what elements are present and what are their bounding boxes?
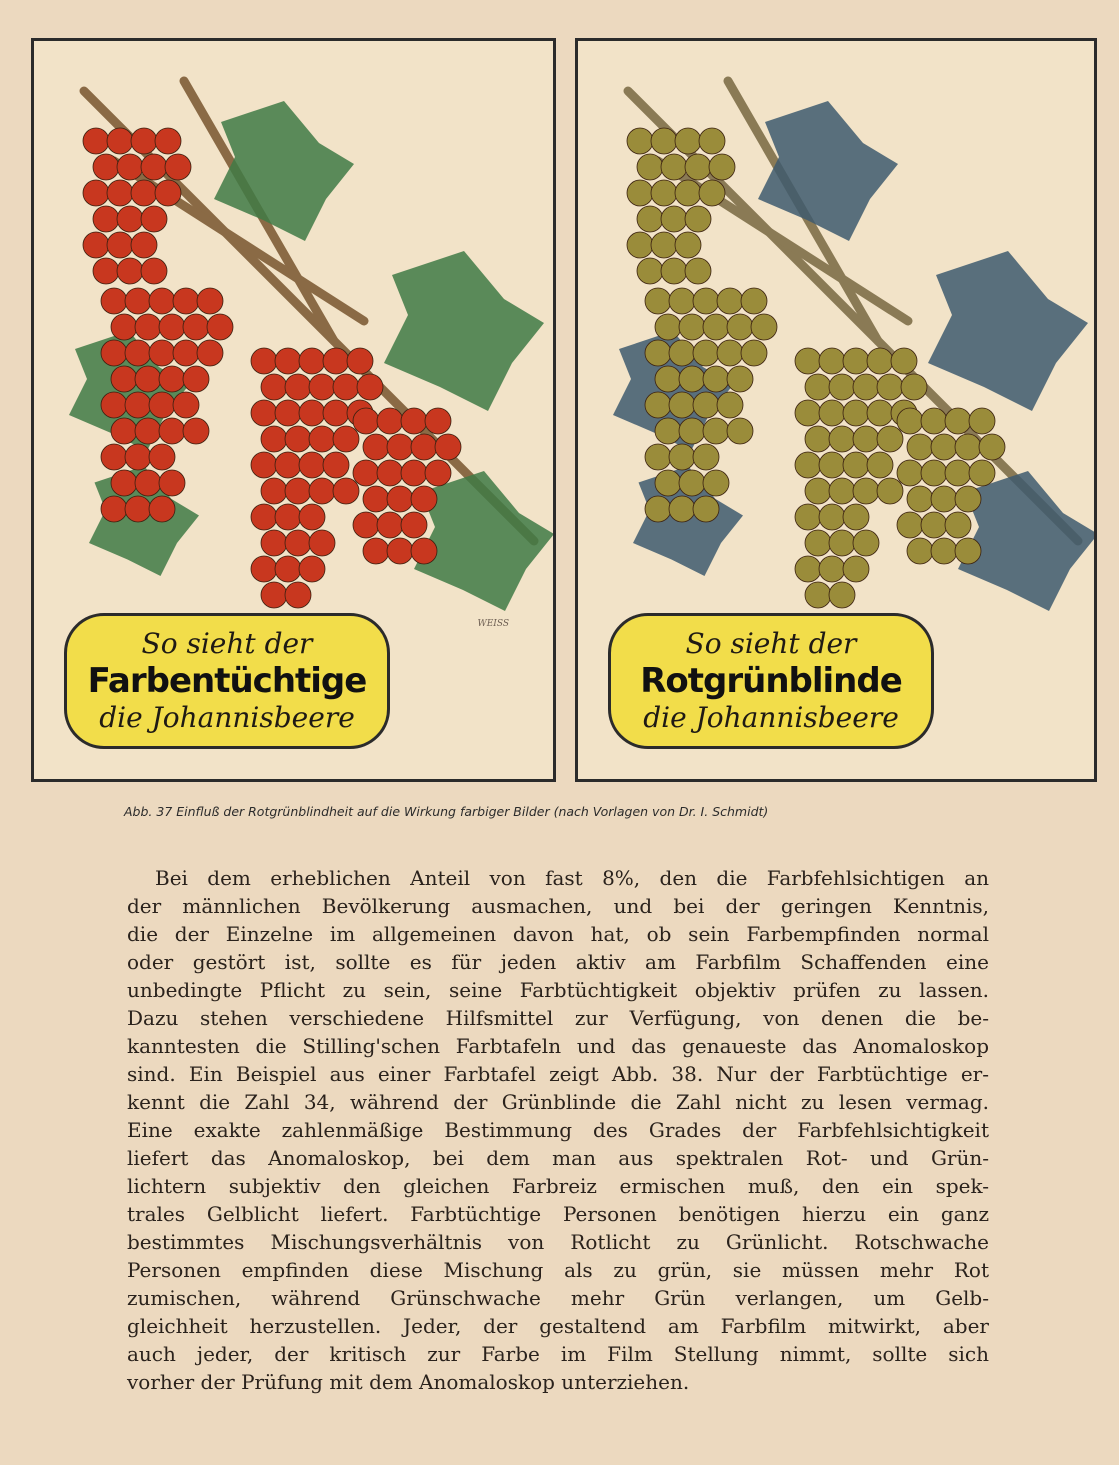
- berry: [135, 314, 161, 340]
- berry: [323, 452, 349, 478]
- berry: [795, 400, 821, 426]
- berry: [101, 444, 127, 470]
- berry: [829, 582, 855, 608]
- berry: [285, 426, 311, 452]
- berry: [651, 180, 677, 206]
- berry: [299, 504, 325, 530]
- berry: [401, 460, 427, 486]
- berry: [377, 512, 403, 538]
- berry: [299, 556, 325, 582]
- text-line: sind. Ein Beispiel aus einer Farbtafel zeigt Abb. 38. Nur der Farbtüchtige er-: [127, 1062, 989, 1086]
- berry: [117, 154, 143, 180]
- berry: [285, 530, 311, 556]
- berry: [877, 478, 903, 504]
- text-line: Eine exakte zahlenmäßige Bestimmung des Grades der Farbfehlsichtigkeit: [127, 1118, 989, 1142]
- berry: [261, 426, 287, 452]
- berry: [741, 288, 767, 314]
- berry: [159, 470, 185, 496]
- berry: [945, 408, 971, 434]
- text-line: zumischen, während Grünschwache mehr Grün verlangen, um Gelb-: [127, 1286, 989, 1310]
- berry: [141, 206, 167, 232]
- berry: [93, 154, 119, 180]
- berry: [165, 154, 191, 180]
- text-line: kennt die Zahl 34, während der Grünblinde die Zahl nicht zu lesen vermag.: [127, 1090, 989, 1114]
- berry: [829, 530, 855, 556]
- leaf: [384, 251, 544, 411]
- berry: [805, 374, 831, 400]
- berry: [819, 504, 845, 530]
- berry: [945, 460, 971, 486]
- plate-line-1: So sieht der: [685, 627, 857, 660]
- berry: [877, 374, 903, 400]
- berry: [173, 288, 199, 314]
- berry: [377, 408, 403, 434]
- berry: [853, 426, 879, 452]
- berry: [125, 288, 151, 314]
- berry: [425, 408, 451, 434]
- berry: [251, 452, 277, 478]
- berry: [655, 470, 681, 496]
- berry: [795, 452, 821, 478]
- berry: [751, 314, 777, 340]
- berry: [323, 348, 349, 374]
- berry: [627, 180, 653, 206]
- berry: [141, 258, 167, 284]
- berry: [661, 258, 687, 284]
- berry: [969, 408, 995, 434]
- plate-line-2: Rotgrünblinde: [640, 661, 902, 701]
- berry: [843, 556, 869, 582]
- berry: [83, 128, 109, 154]
- berry: [703, 418, 729, 444]
- berry: [703, 366, 729, 392]
- berry: [921, 460, 947, 486]
- berry: [111, 470, 137, 496]
- berry: [727, 314, 753, 340]
- berry: [159, 366, 185, 392]
- berry: [741, 340, 767, 366]
- berry: [675, 128, 701, 154]
- leaf: [214, 101, 354, 241]
- berry: [131, 232, 157, 258]
- berry: [357, 374, 383, 400]
- plate-line-2: Farbentüchtige: [87, 661, 367, 701]
- berry: [111, 366, 137, 392]
- berry: [183, 418, 209, 444]
- berry: [877, 426, 903, 452]
- berry: [101, 340, 127, 366]
- berry: [285, 582, 311, 608]
- berry: [107, 180, 133, 206]
- berry: [299, 400, 325, 426]
- berry: [387, 486, 413, 512]
- berry: [645, 392, 671, 418]
- berry: [197, 340, 223, 366]
- berry: [93, 258, 119, 284]
- berry: [637, 154, 663, 180]
- berry: [907, 434, 933, 460]
- berry: [261, 530, 287, 556]
- berry: [819, 452, 845, 478]
- berry: [149, 392, 175, 418]
- berry: [655, 366, 681, 392]
- berry: [261, 478, 287, 504]
- berry: [411, 538, 437, 564]
- berry: [377, 460, 403, 486]
- berry: [843, 452, 869, 478]
- text-line: trales Gelblicht liefert. Farbtüchtige Personen benötigen hierzu ein ganz: [127, 1202, 989, 1226]
- berry: [125, 392, 151, 418]
- text-line: Dazu stehen verschiedene Hilfsmittel zur Verfügung, von denen die be-: [127, 1006, 989, 1030]
- berry: [685, 206, 711, 232]
- berry: [699, 128, 725, 154]
- berry: [717, 340, 743, 366]
- berry: [107, 128, 133, 154]
- berry: [655, 314, 681, 340]
- berry: [101, 496, 127, 522]
- berry: [853, 374, 879, 400]
- berry: [829, 426, 855, 452]
- berry: [135, 470, 161, 496]
- figure-panel-red-green-blind: [575, 38, 1097, 782]
- berry: [353, 408, 379, 434]
- berry: [679, 418, 705, 444]
- berry: [411, 434, 437, 460]
- berry: [261, 582, 287, 608]
- berry: [299, 452, 325, 478]
- berry: [897, 408, 923, 434]
- berry: [275, 400, 301, 426]
- berry: [897, 460, 923, 486]
- figure-panel-normal-vision: [31, 38, 556, 782]
- berry: [251, 400, 277, 426]
- berry: [183, 314, 209, 340]
- berry: [829, 478, 855, 504]
- berry: [101, 288, 127, 314]
- berry: [805, 530, 831, 556]
- berry: [637, 258, 663, 284]
- berry: [141, 154, 167, 180]
- berry: [275, 556, 301, 582]
- berry: [867, 452, 893, 478]
- berry: [891, 348, 917, 374]
- berry: [107, 232, 133, 258]
- berry: [251, 348, 277, 374]
- berry: [655, 418, 681, 444]
- label-plate-normal: [64, 613, 390, 749]
- berry: [387, 434, 413, 460]
- berry: [183, 366, 209, 392]
- leaf: [758, 101, 898, 241]
- berry: [661, 206, 687, 232]
- berry: [309, 478, 335, 504]
- berry: [717, 392, 743, 418]
- berry: [125, 444, 151, 470]
- berry: [363, 434, 389, 460]
- berry: [309, 426, 335, 452]
- berry: [645, 496, 671, 522]
- berry: [251, 556, 277, 582]
- berry: [117, 206, 143, 232]
- berry: [149, 444, 175, 470]
- berry: [645, 340, 671, 366]
- berry: [149, 496, 175, 522]
- text-line: kanntesten die Stilling'schen Farbtafeln und das genaueste das Anomaloskop: [127, 1034, 989, 1058]
- berry: [703, 470, 729, 496]
- berry: [921, 408, 947, 434]
- berry: [251, 504, 277, 530]
- berry: [627, 232, 653, 258]
- berry: [285, 374, 311, 400]
- figure-caption: Abb. 37 Einfluß der Rotgrünblindheit auf die Wirkung farbiger Bilder (nach Vorlagen von Dr. I. Schmidt): [124, 804, 769, 819]
- berry: [931, 486, 957, 512]
- berry: [669, 392, 695, 418]
- berry: [159, 314, 185, 340]
- berry: [651, 232, 677, 258]
- berry: [897, 512, 923, 538]
- berry: [125, 340, 151, 366]
- berry: [131, 128, 157, 154]
- berry: [717, 288, 743, 314]
- berry: [363, 538, 389, 564]
- berry: [149, 340, 175, 366]
- berry: [155, 128, 181, 154]
- berry: [843, 348, 869, 374]
- berry: [955, 486, 981, 512]
- berry: [125, 496, 151, 522]
- berry: [727, 418, 753, 444]
- berry: [679, 366, 705, 392]
- berry: [931, 434, 957, 460]
- berry: [353, 460, 379, 486]
- berry: [843, 504, 869, 530]
- berry: [867, 400, 893, 426]
- berry: [843, 400, 869, 426]
- text-line: Bei dem erheblichen Anteil von fast 8%, den die Farbfehlsichtigen an: [155, 866, 989, 890]
- berry: [261, 374, 287, 400]
- berry: [333, 374, 359, 400]
- berry: [111, 314, 137, 340]
- berry: [207, 314, 233, 340]
- label-plate-colorblind: [608, 613, 934, 749]
- text-line: unbedingte Pflicht zu sein, seine Farbtüchtigkeit objektiv prüfen zu lassen.: [127, 978, 989, 1002]
- berry: [149, 288, 175, 314]
- berry: [921, 512, 947, 538]
- berry: [83, 232, 109, 258]
- berry: [669, 288, 695, 314]
- text-line: bestimmtes Mischungsverhältnis von Rotlicht zu Grünlicht. Rotschwache: [127, 1230, 989, 1254]
- leaf: [928, 251, 1088, 411]
- berry: [829, 374, 855, 400]
- berry: [645, 288, 671, 314]
- berry: [795, 504, 821, 530]
- plate-line-3: die Johannisbeere: [99, 701, 355, 734]
- berry: [299, 348, 325, 374]
- berry: [679, 314, 705, 340]
- berry: [669, 444, 695, 470]
- berry: [435, 434, 461, 460]
- berry: [853, 530, 879, 556]
- berry: [693, 496, 719, 522]
- berry: [699, 180, 725, 206]
- berry: [401, 408, 427, 434]
- berry: [135, 366, 161, 392]
- berry: [333, 426, 359, 452]
- berry: [285, 478, 311, 504]
- text-line: die der Einzelne im allgemeinen davon hat, ob sein Farbempfinden normal: [127, 922, 989, 946]
- berry: [703, 314, 729, 340]
- berry: [675, 180, 701, 206]
- berry: [363, 486, 389, 512]
- berry: [401, 512, 427, 538]
- berry: [93, 206, 119, 232]
- berry: [853, 478, 879, 504]
- berry: [411, 486, 437, 512]
- berry: [309, 530, 335, 556]
- berry: [795, 556, 821, 582]
- berry: [353, 512, 379, 538]
- berry: [101, 392, 127, 418]
- text-line: gleichheit herzustellen. Jeder, der gestaltend am Farbfilm mitwirkt, aber: [127, 1314, 989, 1338]
- berry: [333, 478, 359, 504]
- berry: [693, 392, 719, 418]
- berry: [901, 374, 927, 400]
- berry: [83, 180, 109, 206]
- berry: [275, 452, 301, 478]
- text-line: auch jeder, der kritisch zur Farbe im Film Stellung nimmt, sollte sich: [127, 1342, 989, 1366]
- berry: [685, 154, 711, 180]
- berry: [275, 504, 301, 530]
- artist-signature: WEISS: [477, 619, 509, 629]
- text-line: der männlichen Bevölkerung ausmachen, und bei der geringen Kenntnis,: [127, 894, 989, 918]
- berry: [955, 434, 981, 460]
- berry: [805, 478, 831, 504]
- berry: [135, 418, 161, 444]
- berry: [323, 400, 349, 426]
- berry: [661, 154, 687, 180]
- berry: [945, 512, 971, 538]
- berry: [669, 496, 695, 522]
- berry: [173, 340, 199, 366]
- berry: [131, 180, 157, 206]
- text-line: vorher der Prüfung mit dem Anomaloskop unterziehen.: [127, 1370, 690, 1394]
- berry: [117, 258, 143, 284]
- berry: [645, 444, 671, 470]
- berry: [805, 426, 831, 452]
- berry: [805, 582, 831, 608]
- berry: [155, 180, 181, 206]
- berry: [867, 348, 893, 374]
- berry: [693, 444, 719, 470]
- berry: [819, 556, 845, 582]
- berry: [627, 128, 653, 154]
- berry: [347, 348, 373, 374]
- berry: [709, 154, 735, 180]
- berry: [159, 418, 185, 444]
- berry: [969, 460, 995, 486]
- berry: [111, 418, 137, 444]
- text-line: lichtern subjektiv den gleichen Farbreiz ermischen muß, den ein spek-: [127, 1174, 989, 1198]
- berry: [727, 366, 753, 392]
- berry: [819, 400, 845, 426]
- berry: [669, 340, 695, 366]
- text-line: Personen empfinden diese Mischung als zu grün, sie müssen mehr Rot: [127, 1258, 989, 1282]
- text-line: liefert das Anomaloskop, bei dem man aus spektralen Rot- und Grün-: [127, 1146, 989, 1170]
- berry: [679, 470, 705, 496]
- berry: [675, 232, 701, 258]
- berry: [651, 128, 677, 154]
- berry: [197, 288, 223, 314]
- berry: [685, 258, 711, 284]
- berry: [931, 538, 957, 564]
- berry: [819, 348, 845, 374]
- text-line: oder gestört ist, sollte es für jeden aktiv am Farbfilm Schaffenden eine: [127, 950, 989, 974]
- body-paragraph: [127, 864, 989, 1396]
- berry: [907, 538, 933, 564]
- berry: [907, 486, 933, 512]
- berry: [693, 340, 719, 366]
- berry: [425, 460, 451, 486]
- plate-line-3: die Johannisbeere: [643, 701, 899, 734]
- berry: [979, 434, 1005, 460]
- berry: [637, 206, 663, 232]
- berry: [173, 392, 199, 418]
- berry: [387, 538, 413, 564]
- plate-line-1: So sieht der: [141, 627, 313, 660]
- berry: [693, 288, 719, 314]
- berry: [309, 374, 335, 400]
- berry: [795, 348, 821, 374]
- berry: [275, 348, 301, 374]
- berry: [955, 538, 981, 564]
